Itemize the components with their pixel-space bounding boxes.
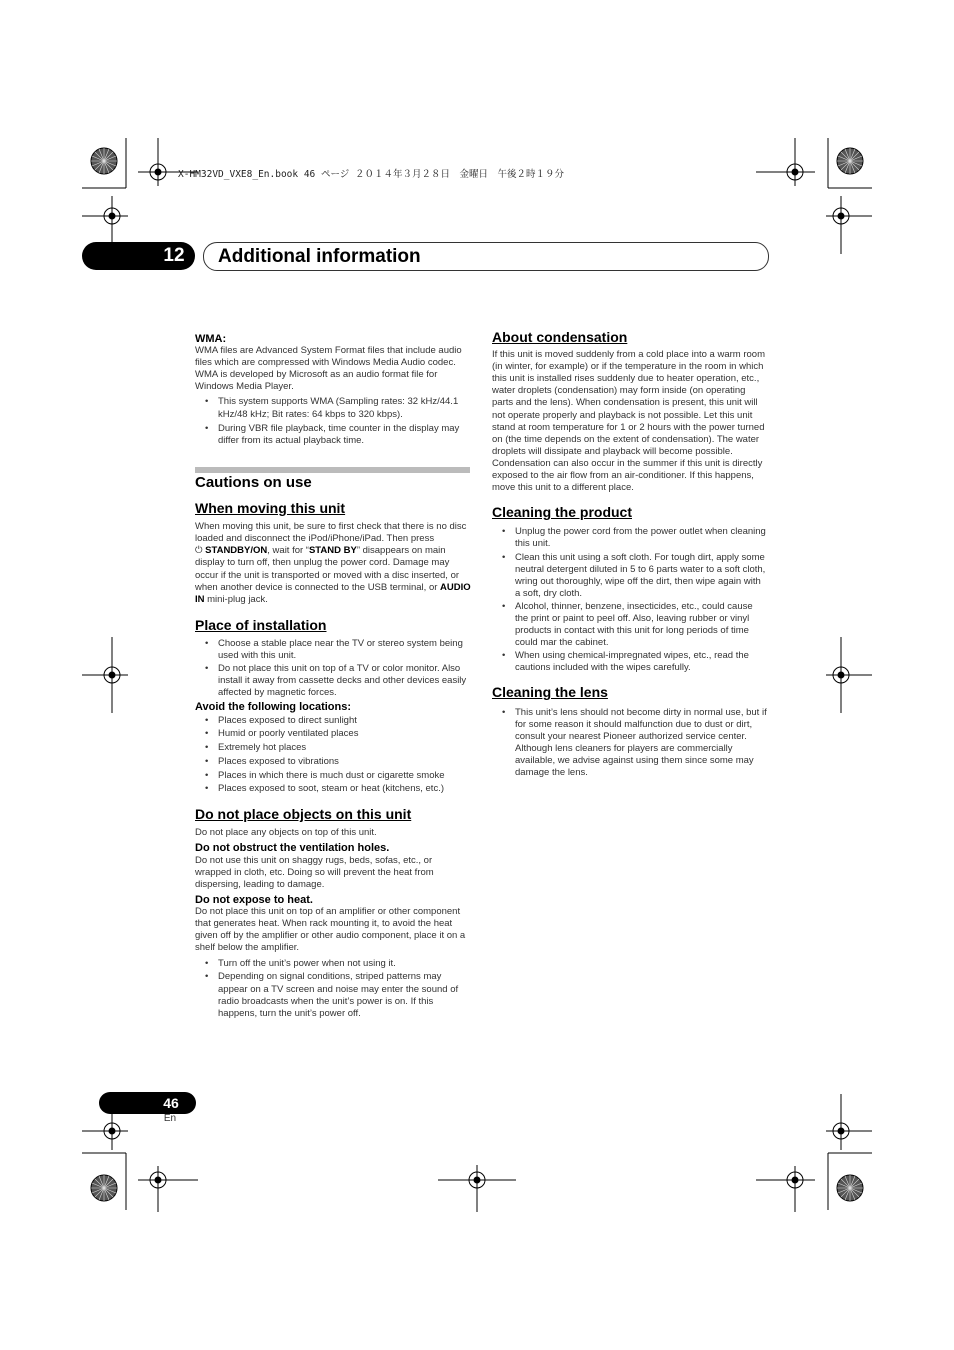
moving-text-part: ” disappears on main display to turn off, then unplug the power cord. Damage may occur if the unit is transported or moved with a disc inserted, or when another device is connected to the USB terminal, or — [195, 545, 460, 593]
moving-text-part: mini-plug jack. — [204, 593, 268, 605]
power-icon: ⏻ — [195, 545, 203, 557]
avoid-heading: Avoid the following locations: — [195, 701, 352, 714]
cleaning-lens-heading: Cleaning the lens — [492, 684, 608, 701]
place-heading: Place of installation — [195, 616, 327, 633]
condensation-heading: About condensation — [492, 329, 628, 345]
ventilation-text: Do not use this unit on shaggy rugs, beds, sofas, etc., or wrapped in cloth, etc. Doing so will prevent the heat from dispersing, leading to damage. — [195, 854, 434, 890]
list-item: • Places in which there is much dust or cigarette smoke — [195, 769, 471, 783]
objects-text: Do not place any objects on top of this unit. — [195, 827, 377, 839]
avoid-bullets — [195, 714, 471, 797]
cleaning-lens-bullets — [492, 707, 768, 780]
condensation-text: If this unit is moved suddenly from a cold place into a warm room (in winter, for example) or if the temperature in the room in which this unit is installed rises suddenly due to heater operation, etc., water droplets (condensation) may form inside (on operating parts and the lens). When condensation is present, this unit will not operate properly and playback is not possible. Let this unit stand at room temperature for 1 or 2 hours with the power turned on (the time depends on the extent of condensation). The water droplets will dissipate and playback will become possible. Condensation can also occur in the summer if this unit is directly exposed to the air flow from an air-conditioner. If this happens, move this unit to a different place. — [492, 349, 765, 494]
list-item: • Choose a stable place near the TV or stereo system being used with this unit. — [195, 638, 471, 662]
audio-in-label: AUDIO IN — [195, 581, 471, 605]
list-item: • During VBR file playback, time counter in the display may differ from its actual playback time. — [195, 423, 471, 447]
place-bullets — [195, 638, 471, 699]
stand-by-label: STAND BY — [308, 545, 357, 557]
list-item: • Alcohol, thinner, benzene, insecticides, etc., could cause the print or paint to peel off. Also, leaving rubber or vinyl products in contact with this unit for long periods of time could mar the cabinet. — [492, 601, 768, 649]
list-item: • Depending on signal conditions, striped patterns may appear on a TV screen and noise may enter the sound of radio broadcasts when the unit’s power is on. If this happens, turn the unit’s power off. — [195, 971, 471, 1019]
list-item: • Places exposed to soot, steam or heat (kitchens, etc.) — [195, 782, 471, 796]
moving-heading: When moving this unit — [195, 500, 346, 517]
wma-label: WMA: — [195, 333, 227, 345]
list-item: • Clean this unit using a soft cloth. For tough dirt, apply some neutral detergent diluted in 5 to 6 parts water to a soft cloth, wring out thoroughly, wipe off the dirt, then wipe again with a soft, dry cloth. — [492, 552, 768, 600]
cleaning-product-bullets — [492, 526, 768, 674]
list-item: • Places exposed to vibrations — [195, 755, 471, 769]
section-divider — [195, 467, 470, 473]
list-item: • Humid or poorly ventilated places — [195, 727, 471, 741]
cleaning-product-heading: Cleaning the product — [492, 504, 632, 521]
moving-text-part: When moving this unit, be sure to first check that there is no disc loaded and disconnect the iPod/iPhone/iPad. Then press — [195, 521, 467, 545]
chapter-title: Additional information — [218, 246, 421, 267]
list-item: • Places exposed to direct sunlight — [195, 714, 471, 728]
list-item: • Do not place this unit on top of a TV or color monitor. Also install it away from cassette decks and other devices easily affected by magnetic forces. — [195, 663, 471, 699]
list-item: • This system supports WMA (Sampling rates: 32 kHz/44.1 kHz/48 kHz; Bit rates: 64 kbps to 320 kbps). — [195, 396, 471, 420]
list-item: • Unplug the power cord from the power outlet when cleaning this unit. — [492, 526, 768, 550]
print-header-line: X-HM32VD_VXE8_En.book 46 ページ ２０１４年３月２８日 金曜日 午後２時１９分 — [178, 169, 565, 180]
heat-text: Do not place this unit on top of an amplifier or other component that generates heat. When rack mounting it, to avoid the heat given off by the amplifier or other audio component, place it on a shelf below the amplifier. — [195, 905, 466, 954]
chapter-number: 12 — [163, 245, 185, 266]
standby-on-label: STANDBY/ON — [205, 545, 268, 557]
ventilation-heading: Do not obstruct the ventilation holes. — [195, 842, 390, 855]
heat-heading: Do not expose to heat. — [195, 893, 313, 906]
page-number: 46 — [163, 1095, 179, 1111]
right-column — [492, 331, 768, 779]
left-column — [195, 333, 471, 447]
wma-text: WMA files are Advanced System Format files that include audio files which are compressed with Windows Media Audio codec. WMA is developed by Microsoft as an audio format file for Windows Media Player. — [195, 345, 462, 393]
objects-heading: Do not place objects on this unit — [195, 806, 412, 823]
wma-bullets — [195, 396, 471, 446]
moving-text-part: , wait for “ — [267, 545, 309, 557]
moving-text — [195, 521, 471, 606]
left-column-cautions — [195, 474, 471, 1020]
heat-bullets — [195, 958, 471, 1019]
cautions-heading: Cautions on use — [195, 474, 312, 491]
list-item: • Turn off the unit’s power when not using it. — [195, 958, 471, 970]
list-item: • When using chemical-impregnated wipes, etc., read the cautions included with the wipes carefully. — [492, 650, 768, 674]
page-language: En — [163, 1113, 177, 1124]
list-item: • This unit’s lens should not become dirty in normal use, but if for some reason it should malfunction due to dust or dirt, consult your nearest Pioneer authorized service center. Although lens cleaners for players are commercially available, we advise against using them since some may damage the lens. — [492, 707, 768, 780]
list-item: • Extremely hot places — [195, 741, 471, 755]
